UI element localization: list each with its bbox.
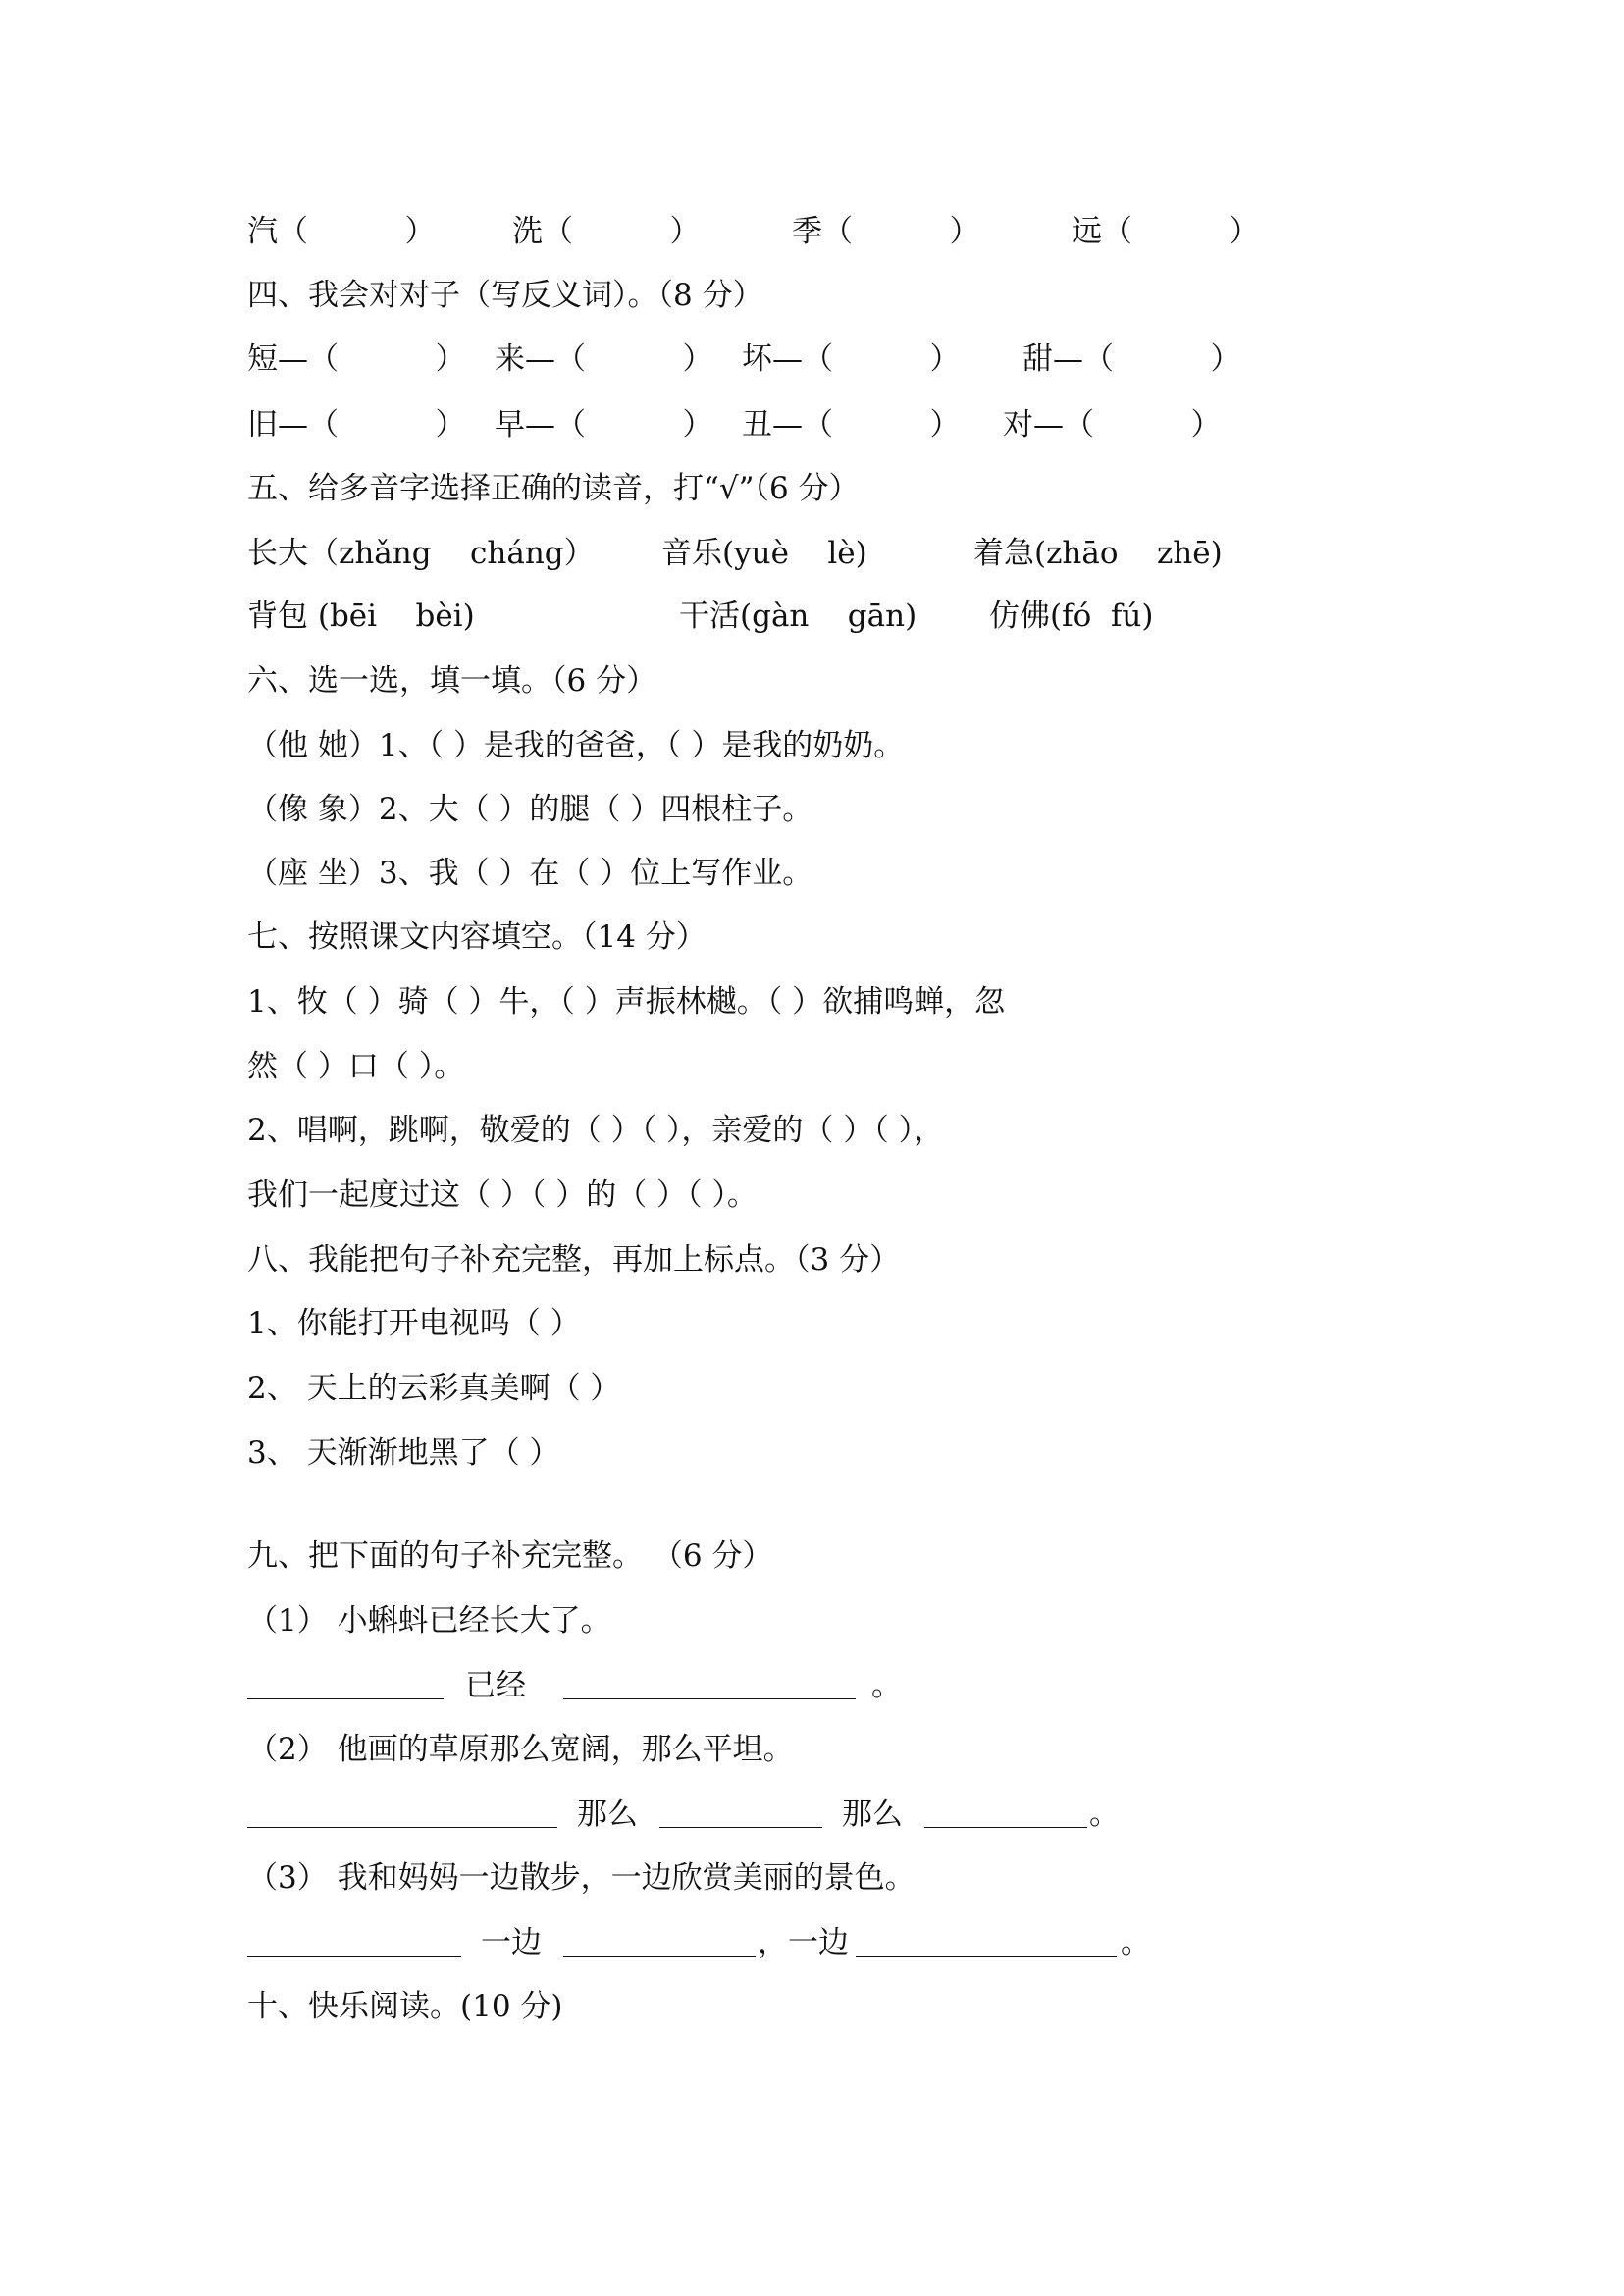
char-blank-1[interactable]: 汽（ ） <box>247 214 436 249</box>
punctuation-item[interactable]: 3、 天渐渐地黑了（ ） <box>247 1435 560 1471</box>
text-fill-line[interactable]: 然（ ）口（ ）。 <box>247 1049 465 1084</box>
section-6-heading: 六、选一选，填一填。（6 分） <box>247 663 657 699</box>
text-fill-line[interactable]: 我们一起度过这（ ）（ ）的（ ）（ ）。 <box>247 1177 758 1213</box>
connector-word: 已经 <box>465 1668 526 1703</box>
section-9-heading: 九、把下面的句子补充完整。 （6 分） <box>247 1539 773 1574</box>
answer-blank[interactable] <box>247 1799 557 1838</box>
pinyin-choice[interactable]: 仿佛(fó fú) <box>989 599 1154 634</box>
section-4-heading: 四、我会对对子（写反义词）。（8 分） <box>247 278 763 313</box>
punctuation-item[interactable]: 2、 天上的云彩真美啊（ ） <box>247 1371 621 1406</box>
section-5-heading: 五、给多音字选择正确的读音，打“√”（6 分） <box>247 471 860 506</box>
antonym-blank[interactable]: 对—（ ） <box>1003 407 1222 443</box>
sentence-example-2: （2） 他画的草原那么宽阔，那么平坦。 <box>247 1732 794 1767</box>
sentence-example-3: （3） 我和妈妈一边散步，一边欣赏美丽的景色。 <box>247 1860 916 1896</box>
connector-word: 一边 <box>481 1925 542 1960</box>
choice-item-1[interactable]: （他 她）1、（ ）是我的爸爸，（ ）是我的奶奶。 <box>247 728 905 763</box>
section-10-heading: 十、快乐阅读。(10 分) <box>247 1989 563 2024</box>
char-blank-2[interactable]: 洗（ ） <box>512 214 701 249</box>
sentence-example-1: （1） 小蝌蚪已经长大了。 <box>247 1603 611 1639</box>
antonym-blank[interactable]: 坏—（ ） <box>742 341 961 377</box>
sentence-end: 。 <box>871 1668 902 1703</box>
pinyin-choice[interactable]: 音乐(yuè lè) <box>661 536 867 571</box>
answer-blank[interactable] <box>856 1927 1117 1966</box>
text-fill-line[interactable]: 1、牧（ ）骑（ ）牛，（ ）声振林樾。（ ）欲捕鸣蝉，忽 <box>247 984 1006 1019</box>
section-8-heading: 八、我能把句子补充完整，再加上标点。（3 分） <box>247 1242 901 1278</box>
text-fill-line[interactable]: 2、唱啊，跳啊，敬爱的（ ）（ ），亲爱的（ ）（ ）， <box>247 1113 945 1148</box>
pinyin-choice[interactable]: 着急(zhāo zhē) <box>973 536 1223 571</box>
punctuation-item[interactable]: 1、你能打开电视吗（ ） <box>247 1306 581 1341</box>
choice-item-3[interactable]: （座 坐）3、我（ ）在（ ）位上写作业。 <box>247 856 813 891</box>
answer-blank[interactable] <box>563 1670 856 1709</box>
section-7-heading: 七、按照课文内容填空。（14 分） <box>247 919 707 955</box>
pinyin-choice[interactable]: 干活(gàn gān) <box>679 599 917 634</box>
char-blank-4[interactable]: 远（ ） <box>1072 214 1260 249</box>
pinyin-choice[interactable]: 长大（zhǎng cháng） <box>247 536 595 571</box>
pinyin-choice[interactable]: 背包 (bēi bèi) <box>247 599 475 634</box>
antonym-blank[interactable]: 甜—（ ） <box>1022 341 1241 377</box>
answer-blank[interactable] <box>659 1799 822 1838</box>
connector-word: 那么 <box>577 1797 638 1832</box>
answer-blank[interactable] <box>247 1927 461 1966</box>
answer-blank[interactable] <box>247 1670 444 1709</box>
connector-word: 那么 <box>842 1797 903 1832</box>
antonym-blank[interactable]: 丑—（ ） <box>742 407 961 443</box>
sentence-end: 。 <box>1089 1797 1120 1832</box>
connector-word: ，一边 <box>758 1925 849 1960</box>
antonym-blank[interactable]: 短—（ ） <box>247 341 466 377</box>
antonym-blank[interactable]: 旧—（ ） <box>247 407 466 443</box>
sentence-end: 。 <box>1121 1925 1151 1960</box>
answer-blank[interactable] <box>563 1927 756 1966</box>
answer-blank[interactable] <box>924 1799 1087 1838</box>
choice-item-2[interactable]: （像 象）2、大（ ）的腿（ ）四根柱子。 <box>247 792 813 827</box>
char-blank-3[interactable]: 季（ ） <box>792 214 980 249</box>
antonym-blank[interactable]: 来—（ ） <box>495 341 713 377</box>
antonym-blank[interactable]: 早—（ ） <box>495 407 713 443</box>
